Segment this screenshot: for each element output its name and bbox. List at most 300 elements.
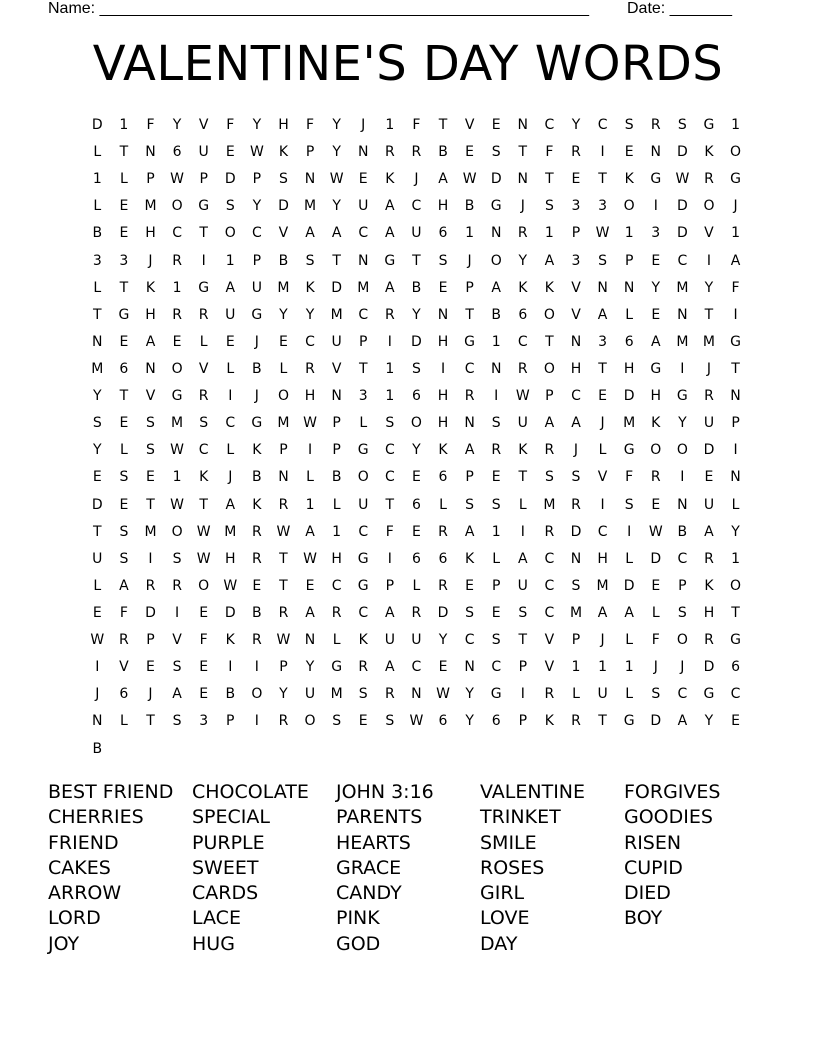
word-list-item: GRACE [336,856,402,879]
grid-letter: A [305,523,315,540]
grid-letter: B [438,144,448,161]
grid-letter: 1 [92,171,102,188]
grid-letter: 1 [624,225,634,242]
grid-letter: T [518,632,528,649]
grid-letter: U [198,144,209,161]
grid-letter: 6 [438,469,448,486]
grid-letter: J [361,117,366,133]
word-list-column [192,780,336,957]
grid-letter: L [492,550,501,567]
grid-letter: P [252,171,262,188]
grid-letter: G [703,117,715,133]
grid-letter: K [145,279,156,296]
grid-letter: F [545,144,554,161]
grid-letter: N [464,415,475,432]
grid-letter: R [198,388,209,405]
grid-letter: A [464,523,475,540]
grid-letter: V [704,225,714,242]
word-list-item: BOY [624,907,663,930]
word-list-item: DAY [480,932,518,955]
grid-letter: W [462,171,477,188]
grid-letter: H [703,604,715,621]
grid-letter: P [279,442,288,459]
grid-letter: M [676,333,689,350]
grid-letter: E [491,469,501,486]
grid-letter: I [228,659,233,676]
grid-letter: 1 [225,252,235,269]
grid-letter: L [572,686,580,703]
grid-letter: G [464,333,476,350]
grid-letter: Y [731,523,740,540]
grid-letter: O [251,686,263,703]
grid-letter: H [437,415,449,432]
grid-letter: 1 [119,117,129,133]
grid-letter: 6 [411,496,421,513]
grid-letter: U [331,333,342,350]
grid-letter: I [520,523,525,540]
grid-letter: L [598,442,607,459]
grid-letter: V [119,659,129,676]
grid-letter: S [677,117,687,133]
grid-letter: E [651,252,661,269]
grid-letter: D [703,659,715,676]
grid-letter: C [305,333,315,350]
grid-letter: A [305,604,315,621]
grid-letter: M [330,306,343,323]
grid-letter: N [490,225,502,242]
grid-letter: 6 [438,225,448,242]
grid-letter: G [650,171,662,188]
grid-letter: A [438,171,448,188]
grid-letter: N [490,360,502,377]
grid-letter: I [228,388,233,405]
grid-letter: L [199,333,208,350]
grid-letter: E [491,604,501,621]
grid-letter: D [91,496,103,513]
word-list-item: CUPID [624,856,683,879]
grid-letter: D [224,171,236,188]
grid-letter: O [623,198,635,215]
grid-letter: S [332,713,342,730]
grid-letter: W [276,632,291,649]
grid-letter: D [437,604,449,621]
grid-letter: R [704,550,714,567]
word-list-item: CHERRIES [48,806,144,829]
grid-letter: M [676,279,689,296]
grid-letter: M [277,415,290,432]
grid-letter: N [437,306,449,323]
grid-letter: A [571,415,581,432]
word-list [48,780,768,957]
grid-letter: S [279,171,288,188]
grid-letter: W [436,686,450,703]
grid-letter: S [146,442,155,459]
grid-letter: R [704,632,714,649]
grid-letter: G [490,686,502,703]
grid-letter: N [464,659,475,676]
grid-letter: C [384,469,395,486]
grid-letter: K [651,415,661,432]
grid-letter: S [624,117,634,133]
grid-letter: R [438,523,448,540]
grid-letter: K [252,442,262,459]
grid-letter: T [119,279,129,296]
grid-letter: H [437,198,449,215]
word-list-item: CHOCOLATE [192,781,309,803]
grid-letter: W [595,225,610,242]
grid-letter: C [597,117,608,133]
grid-letter: L [93,279,102,296]
grid-letter: H [278,117,289,133]
grid-letter: 1 [385,117,395,133]
grid-letter: I [680,469,685,486]
grid-letter: C [358,306,369,323]
grid-letter: C [491,659,502,676]
grid-letter: W [675,171,690,188]
grid-letter: 1 [305,496,315,513]
grid-letter: L [625,632,634,649]
grid-letter: I [254,659,259,676]
grid-letter: K [199,469,209,486]
grid-letter: R [305,360,315,377]
grid-letter: R [517,360,528,377]
word-list-item: ARROW [48,882,122,905]
grid-letter: N [517,171,529,188]
grid-letter: W [196,523,211,540]
grid-letter: M [304,198,317,215]
grid-letter: T [704,306,714,323]
grid-letter: V [464,117,475,133]
grid-letter: A [331,225,342,242]
grid-letter: M [702,333,715,350]
grid-letter: 3 [119,252,129,269]
grid-letter: N [730,388,741,405]
grid-letter: P [359,333,368,350]
grid-letter: T [598,171,607,188]
grid-letter: P [518,713,528,730]
grid-letter: B [92,740,103,757]
grid-letter: L [651,604,660,621]
word-list-item: FRIEND [48,831,119,854]
grid-letter: P [226,713,235,730]
grid-letter: 1 [571,659,581,676]
grid-letter: 6 [172,144,182,161]
grid-letter: W [409,713,424,730]
grid-letter: D [703,442,715,459]
grid-letter: H [304,388,316,405]
grid-letter: M [144,198,157,215]
grid-letter: E [651,496,661,513]
grid-letter: E [172,333,182,350]
grid-letter: S [146,415,155,432]
grid-letter: J [467,252,472,269]
grid-letter: C [677,550,688,567]
grid-letter: F [119,604,128,621]
grid-letter: A [544,252,555,269]
grid-letter: A [385,604,395,621]
grid-letter: U [411,225,422,242]
grid-letter: T [412,252,421,269]
grid-letter: H [225,550,236,567]
grid-letter: T [518,469,528,486]
grid-letter: G [730,333,741,350]
grid-letter: O [171,198,183,215]
grid-letter: S [172,659,182,676]
grid-letter: 1 [172,279,182,296]
grid-letter: S [199,415,209,432]
grid-letter: Y [465,713,474,730]
grid-letter: I [494,388,499,405]
grid-letter: L [625,686,634,703]
grid-letter: E [465,144,475,161]
grid-letter: N [677,496,688,513]
grid-letter: K [385,171,395,188]
grid-letter: C [544,117,555,133]
grid-letter: V [544,659,555,676]
grid-letter: A [624,604,634,621]
grid-letter: 1 [465,225,475,242]
grid-letter: Y [93,442,102,459]
grid-letter: B [677,523,688,540]
grid-letter: K [704,144,714,161]
grid-letter: K [225,632,235,649]
grid-letter: E [651,577,661,594]
grid-letter: N [92,713,103,730]
grid-letter: O [730,577,742,594]
grid-letter: K [438,442,448,459]
grid-letter: O [676,442,688,459]
grid-letter: R [438,577,448,594]
grid-letter: V [331,360,342,377]
grid-letter: S [651,686,661,703]
grid-letter: Y [438,632,448,649]
grid-letter: K [544,279,554,296]
grid-letter: W [90,632,105,649]
grid-letter: 1 [491,333,501,350]
grid-letter: T [545,171,554,188]
grid-letter: S [385,415,395,432]
grid-letter: G [623,713,635,730]
grid-letter: 3 [598,198,608,215]
grid-letter: K [358,632,368,649]
name-field-line: Name: _______________________________________________________ [48,0,589,17]
grid-letter: D [650,713,662,730]
grid-letter: M [623,415,636,432]
grid-letter: N [357,144,369,161]
grid-letter: A [145,333,156,350]
grid-letter: Y [465,686,474,703]
grid-letter: K [544,713,554,730]
grid-letter: G [650,360,662,377]
word-list-item: JOY [48,932,80,955]
grid-letter: L [332,632,341,649]
grid-letter: T [119,144,129,161]
grid-letter: A [677,713,688,730]
grid-letter: D [490,171,502,188]
grid-letter: S [385,713,395,730]
grid-letter: P [465,469,474,486]
grid-letter: F [199,632,208,649]
grid-letter: R [571,496,581,513]
grid-letter: C [677,686,688,703]
grid-letter: 6 [411,550,421,567]
grid-letter: B [225,686,236,703]
grid-letter: O [171,360,183,377]
grid-letter: S [119,469,129,486]
grid-letter: T [199,496,208,513]
grid-letter: S [172,550,182,567]
grid-letter: W [276,523,291,540]
grid-letter: I [440,360,446,377]
grid-letter: S [544,198,554,215]
grid-letter: I [387,333,392,350]
grid-letter: 1 [385,388,395,405]
grid-letter: U [358,198,369,215]
word-list-item: PARENTS [336,806,423,829]
grid-letter: I [600,496,605,513]
grid-letter: E [571,171,581,188]
grid-letter: S [172,713,182,730]
grid-letter: S [119,523,129,540]
word-list-item: FORGIVES [624,781,721,803]
grid-letter: T [598,713,607,730]
grid-letter: A [385,225,395,242]
grid-letter: N [650,144,661,161]
grid-letter: D [411,333,422,350]
grid-letter: E [119,415,129,432]
grid-letter: G [198,198,210,215]
grid-letter: S [571,577,581,594]
grid-letter: G [623,442,635,459]
grid-letter: Y [571,117,581,133]
grid-letter: 3 [571,198,581,215]
grid-letter: P [571,225,581,242]
grid-letter: 1 [624,659,634,676]
grid-letter: U [92,550,103,567]
grid-letter: G [730,171,741,188]
grid-letter: R [650,117,661,133]
grid-letter: E [358,713,368,730]
grid-letter: L [332,496,341,513]
grid-letter: W [303,415,317,432]
grid-letter: N [357,252,369,269]
grid-letter: K [252,496,262,513]
word-list-item: CAKES [48,856,111,879]
grid-letter: U [703,415,715,432]
grid-letter: O [543,306,555,323]
grid-letter: P [385,577,395,594]
grid-letter: G [251,306,263,323]
grid-letter: P [624,252,634,269]
grid-letter: 1 [731,117,740,133]
grid-letter: T [385,496,395,513]
grid-letter: T [279,577,288,594]
grid-letter: L [119,171,128,188]
page-title: VALENTINE'S DAY WORDS [92,36,724,92]
grid-letter: A [464,442,475,459]
grid-letter: P [678,577,687,594]
grid-letter: T [332,252,341,269]
word-list-item: GOODIES [624,806,713,829]
grid-letter: S [598,252,608,269]
grid-letter: W [515,388,530,405]
grid-letter: 1 [385,360,395,377]
grid-letter: K [624,171,634,188]
grid-letter: L [226,442,235,459]
grid-letter: I [520,686,525,703]
grid-letter: 1 [544,225,554,242]
grid-letter: U [358,496,369,513]
grid-letter: R [119,632,129,649]
grid-letter: V [597,469,608,486]
grid-letter: W [303,550,317,567]
grid-letter: 6 [438,713,448,730]
grid-letter: W [223,577,238,594]
grid-letter: B [252,469,262,486]
grid-letter: B [331,469,342,486]
grid-letter: 6 [119,360,129,377]
grid-letter: V [145,388,156,405]
grid-letter: R [251,523,262,540]
grid-letter: E [598,388,607,405]
grid-letter: T [358,360,368,377]
grid-letter: S [305,252,315,269]
grid-letter: 1 [332,523,342,540]
grid-letter: H [145,306,156,323]
grid-letter: W [170,442,184,459]
grid-letter: N [570,550,582,567]
word-list-item: DIED [624,882,671,905]
grid-letter: N [517,117,529,133]
grid-letter: E [225,144,235,161]
grid-letter: J [706,360,712,377]
grid-letter: P [571,632,581,649]
grid-letter: P [491,577,501,594]
grid-letter: F [226,117,235,133]
grid-letter: C [571,388,581,405]
grid-letter: 6 [491,713,501,730]
grid-letter: Y [305,306,315,323]
grid-letter: H [145,225,156,242]
grid-letter: R [544,442,555,459]
word-list-item: GOD [336,932,381,955]
grid-letter: N [304,632,316,649]
grid-letter: C [358,604,369,621]
grid-letter: S [624,496,634,513]
grid-letter: Y [704,279,714,296]
grid-letter: M [357,279,370,296]
grid-letter: C [544,604,555,621]
word-list-column [336,780,480,957]
grid-letter: I [653,198,658,215]
grid-letter: I [706,252,712,269]
grid-letter: R [384,686,395,703]
grid-letter: T [731,604,740,621]
grid-letter: A [544,415,555,432]
grid-letter: R [650,469,661,486]
word-list-item: ROSES [480,856,545,879]
grid-letter: P [332,415,341,432]
grid-letter: 1 [491,523,501,540]
grid-letter: P [518,659,528,676]
grid-letter: 6 [119,686,129,703]
grid-letter: F [651,632,660,649]
grid-letter: M [224,523,237,540]
grid-letter: C [225,415,236,432]
grid-letter: G [357,550,369,567]
grid-letter: S [119,550,129,567]
grid-letter: C [544,577,555,594]
